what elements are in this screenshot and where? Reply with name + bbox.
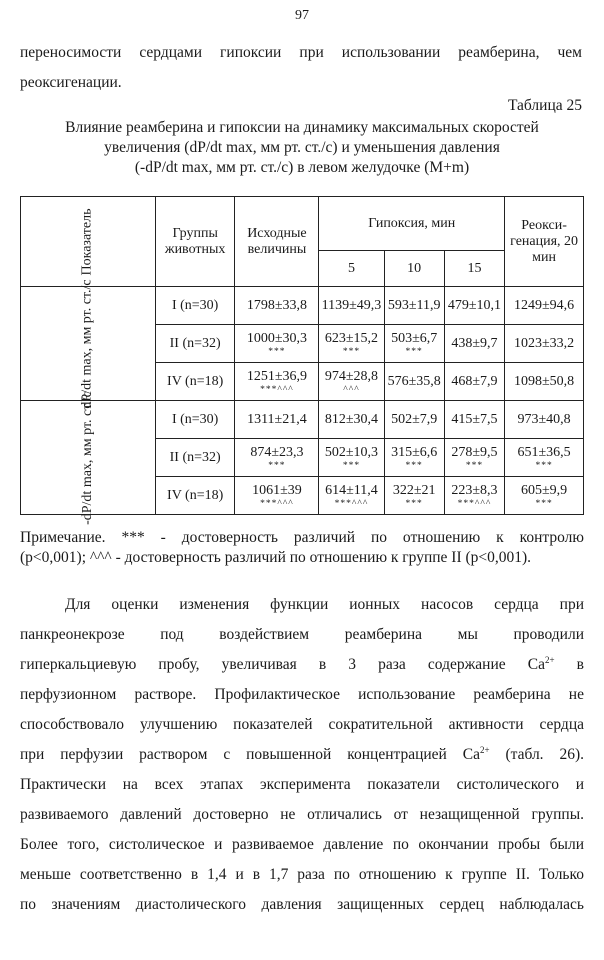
value-cell bbox=[384, 401, 444, 439]
cell-value: 1023±33,2 bbox=[514, 335, 575, 351]
table-row bbox=[21, 287, 584, 325]
value-cell bbox=[235, 401, 319, 439]
value-cell bbox=[235, 439, 319, 477]
cell-value: 1139±49,3 bbox=[321, 297, 382, 313]
significance-mark: ^^^ bbox=[343, 384, 360, 395]
page-number: 97 bbox=[295, 8, 309, 23]
caption-line: (-dP/dt max, мм рт. ст./с) в левом желудочке (M+m) bbox=[134, 159, 470, 176]
data-table bbox=[20, 196, 584, 525]
significance-mark: *** bbox=[268, 346, 286, 357]
header-15-min: 15 bbox=[444, 251, 504, 287]
body-line: по значениям диастолического давления защищенных сердец наблюдалась bbox=[20, 896, 584, 913]
cell-value: 1000±30,3 bbox=[246, 330, 308, 346]
value-cell bbox=[319, 363, 384, 401]
header-groups: Группы животных bbox=[155, 197, 235, 287]
superscript: 2+ bbox=[479, 744, 490, 755]
cell-value: 479±10,1 bbox=[447, 297, 502, 313]
table-note bbox=[20, 528, 584, 568]
value-cell bbox=[235, 287, 319, 325]
body-line: панкреонекрозе под воздействием реамберина мы проводили bbox=[20, 626, 584, 643]
value-cell bbox=[319, 439, 384, 477]
group-cell: II (n=32) bbox=[155, 439, 235, 477]
cell-value: 278±9,5 bbox=[451, 444, 498, 460]
significance-mark: ***^^^ bbox=[334, 498, 369, 509]
body-line: Практически на всех этапах эксперимента показатели систолического и bbox=[20, 776, 584, 793]
significance-mark: *** bbox=[465, 460, 484, 471]
superscript: 2+ bbox=[544, 654, 555, 665]
value-cell bbox=[505, 287, 584, 325]
cell-value: 1798±33,8 bbox=[246, 297, 308, 313]
value-cell bbox=[319, 287, 384, 325]
significance-mark: *** bbox=[405, 460, 423, 471]
body-paragraph bbox=[20, 590, 584, 920]
significance-mark: *** bbox=[268, 460, 286, 471]
value-cell bbox=[444, 401, 504, 439]
cell-value: 322±21 bbox=[392, 482, 436, 498]
significance-mark: *** bbox=[342, 346, 361, 357]
body-line: развиваемого давлений достоверно не отличались от незащищенной группы. bbox=[20, 806, 584, 823]
body-line: Для оценки изменения функции ионных насосов сердца при bbox=[65, 596, 584, 613]
note-line: Примечание. *** - достоверность различий по отношению к контролю bbox=[20, 529, 584, 546]
cell-value: 1098±50,8 bbox=[514, 373, 575, 389]
group-cell: I (n=30) bbox=[155, 287, 235, 325]
body-line-text: при перфузии раствором с повышенной концентрацией Ca bbox=[20, 746, 480, 763]
body-line-tail: в bbox=[554, 656, 584, 673]
value-cell bbox=[444, 287, 504, 325]
cell-value: 812±30,4 bbox=[324, 411, 379, 427]
body-line bbox=[20, 740, 584, 770]
significance-mark: ***^^^ bbox=[260, 498, 294, 509]
body-line: меньше соответственно в 1,4 и в 1,7 раза по отношению к группе II. Только bbox=[20, 866, 584, 883]
value-cell bbox=[444, 477, 504, 515]
header-baseline: Исходные величины bbox=[235, 197, 319, 287]
group-cell: II (n=32) bbox=[155, 325, 235, 363]
value-cell bbox=[235, 477, 319, 515]
group-cell: I (n=30) bbox=[155, 401, 235, 439]
significance-mark: *** bbox=[535, 460, 553, 471]
intro-line: реоксигенации. bbox=[20, 74, 122, 91]
significance-mark: *** bbox=[405, 498, 423, 509]
cell-value: 468±7,9 bbox=[451, 373, 498, 389]
significance-mark: *** bbox=[342, 460, 361, 471]
header-indicator: Показатель bbox=[21, 197, 156, 287]
cell-value: 223±8,3 bbox=[451, 482, 498, 498]
table-body bbox=[21, 278, 584, 525]
significance-mark: ***^^^ bbox=[260, 384, 294, 395]
value-cell bbox=[505, 325, 584, 363]
caption-line: увеличения (dP/dt max, мм рт. ст./с) и уменьшения давления bbox=[104, 139, 500, 156]
value-cell bbox=[235, 363, 319, 401]
indicator-cell: -dP/dt max, мм рт. ст./с bbox=[21, 401, 156, 515]
table-caption bbox=[20, 118, 584, 178]
cell-value: 651±36,5 bbox=[517, 444, 571, 460]
table-label: Таблица 25 bbox=[507, 97, 582, 114]
value-cell bbox=[505, 439, 584, 477]
cell-value: 438±9,7 bbox=[451, 335, 498, 351]
value-cell bbox=[384, 287, 444, 325]
cell-value: 415±7,5 bbox=[451, 411, 498, 427]
value-cell bbox=[444, 325, 504, 363]
value-cell bbox=[384, 439, 444, 477]
cell-value: 874±23,3 bbox=[250, 444, 304, 460]
header-hypoxia: Гипоксия, мин bbox=[319, 197, 505, 251]
cell-value: 1061±39 bbox=[252, 482, 302, 498]
cell-value: 623±15,2 bbox=[324, 330, 379, 346]
note-line: (p<0,001); ^^^ - достоверность различий по отношению к группе II (p<0,001). bbox=[20, 549, 532, 566]
header-10-min: 10 bbox=[384, 251, 444, 287]
value-cell bbox=[384, 477, 444, 515]
cell-value: 502±7,9 bbox=[391, 411, 438, 427]
cell-value: 614±11,4 bbox=[325, 482, 378, 498]
intro-paragraph bbox=[20, 38, 582, 98]
cell-value: 502±10,3 bbox=[324, 444, 379, 460]
group-cell: IV (n=18) bbox=[155, 477, 235, 515]
caption-line: Влияние реамберина и гипоксии на динамику максимальных скоростей bbox=[65, 119, 539, 136]
body-line-text: гиперкальциевую пробу, увеличивая в 3 раза содержание Ca bbox=[20, 656, 545, 673]
table-row bbox=[21, 401, 584, 439]
value-cell bbox=[505, 477, 584, 515]
value-cell bbox=[384, 363, 444, 401]
significance-mark: *** bbox=[405, 346, 423, 357]
cell-value: 1311±21,4 bbox=[247, 411, 307, 427]
cell-value: 605±9,9 bbox=[521, 482, 568, 498]
indicator-cell: dP/dt max, мм рт. ст./с bbox=[21, 287, 156, 401]
body-line: Более того, систолическое и развиваемое давление по окончании пробы были bbox=[20, 836, 584, 853]
header-5-min: 5 bbox=[319, 251, 384, 287]
value-cell bbox=[505, 401, 584, 439]
cell-value: 315±6,6 bbox=[391, 444, 438, 460]
body-line: способствовало улучшению показателей сократительной активности сердца bbox=[20, 716, 584, 733]
cell-value: 974±28,8 bbox=[324, 368, 379, 384]
body-line: перфузионном растворе. Профилактическое использование реамберина не bbox=[20, 686, 584, 703]
value-cell bbox=[235, 325, 319, 363]
value-cell bbox=[444, 363, 504, 401]
cell-value: 503±6,7 bbox=[391, 330, 438, 346]
cell-value: 973±40,8 bbox=[517, 411, 571, 427]
significance-mark: *** bbox=[535, 498, 553, 509]
value-cell bbox=[319, 477, 384, 515]
value-cell bbox=[505, 363, 584, 401]
body-line-tail: (табл. 26). bbox=[489, 746, 584, 763]
body-line bbox=[20, 650, 584, 680]
cell-value: 1249±94,6 bbox=[514, 297, 575, 313]
value-cell bbox=[444, 439, 504, 477]
cell-value: 576±35,8 bbox=[387, 373, 441, 389]
cell-value: 593±11,9 bbox=[387, 297, 441, 313]
cell-value: 1251±36,9 bbox=[246, 368, 308, 384]
intro-line: переносимости сердцами гипоксии при использовании реамберина, чем bbox=[20, 44, 582, 61]
header-reoxygenation: Реокси-генация, 20 мин bbox=[505, 197, 584, 287]
value-cell bbox=[319, 401, 384, 439]
value-cell bbox=[384, 325, 444, 363]
significance-mark: ***^^^ bbox=[457, 498, 492, 509]
group-cell: IV (n=18) bbox=[155, 363, 235, 401]
value-cell bbox=[319, 325, 384, 363]
